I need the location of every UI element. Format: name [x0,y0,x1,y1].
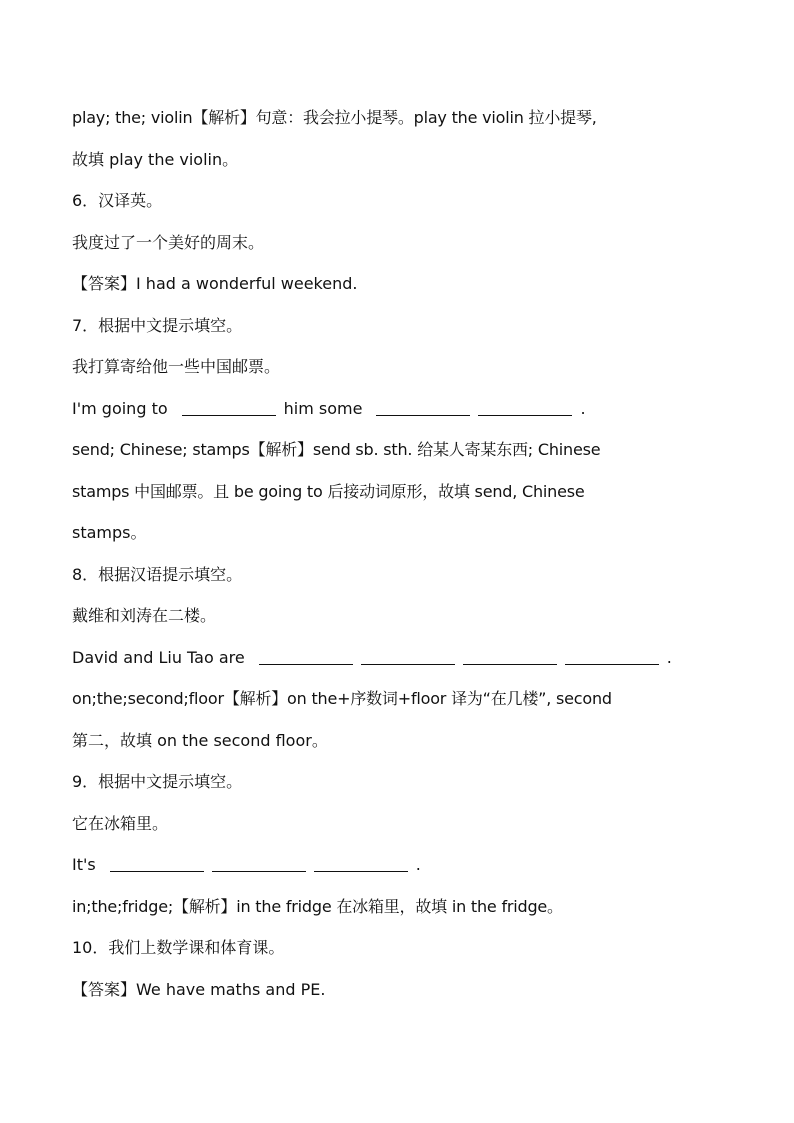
blank-3 [463,646,557,665]
blank-2 [212,853,306,872]
answer-line-5: play; the; violin【解析】句意：我会拉小提琴。play the violin 拉小提琴, [72,108,597,127]
blank-1 [259,646,353,665]
sentence-end: . [415,855,421,874]
blank-2 [361,646,455,665]
question-9-prompt: 它在冰箱里。 [72,813,169,833]
document-page [72,97,734,1010]
question-8-prompt: 戴维和刘涛在二楼。 [72,606,217,625]
answer-7-line-3: stamps。 [72,523,147,542]
question-10-heading: 10．我们上数学课和体育课。 [72,938,285,957]
answer-6: 【答案】I had a wonderful weekend. [72,274,358,293]
sentence-end: . [666,647,672,667]
blank-3 [478,397,572,416]
question-7-prompt: 我打算寄给他一些中国邮票。 [72,357,281,376]
question-8-fill-sentence [72,637,734,679]
answer-10: 【答案】We have maths and PE. [72,979,326,999]
sentence-part: David and Liu Tao are [72,647,245,667]
answer-9: in;the;fridge;【解析】in the fridge 在冰箱里，故填 in the fridge。 [72,896,563,916]
answer-line-5-cont: 故填 play the violin。 [72,149,239,169]
question-6-heading: 6．汉译英。 [72,191,163,210]
question-7-fill-sentence [72,388,734,430]
blank-2 [376,397,470,416]
blank-4 [565,646,659,665]
sentence-end: . [580,398,586,418]
question-8-heading: 8．根据汉语提示填空。 [72,564,243,584]
question-9-fill-sentence [72,844,734,886]
sentence-part: I'm going to [72,398,168,418]
blank-1 [182,397,276,416]
question-6-prompt: 我度过了一个美好的周末。 [72,232,265,252]
question-7-heading: 7．根据中文提示填空。 [72,315,243,335]
sentence-part: him some [283,398,363,418]
answer-7-line-2: stamps 中国邮票。且 be going to 后接动词原形，故填 send, Chinese [72,481,585,501]
blank-1 [110,853,204,872]
answer-8-line-2: 第二，故填 on the second floor。 [72,730,328,750]
answer-7-line-1: send; Chinese; stamps【解析】send sb. sth. 给某人寄某东西; Chinese [72,440,601,459]
answer-8-line-1: on;the;second;floor【解析】on the+序数词+floor 译为“在几楼”, second [72,689,612,708]
sentence-part: It's [72,855,96,874]
question-9-heading: 9．根据中文提示填空。 [72,772,243,791]
blank-3 [314,853,408,872]
